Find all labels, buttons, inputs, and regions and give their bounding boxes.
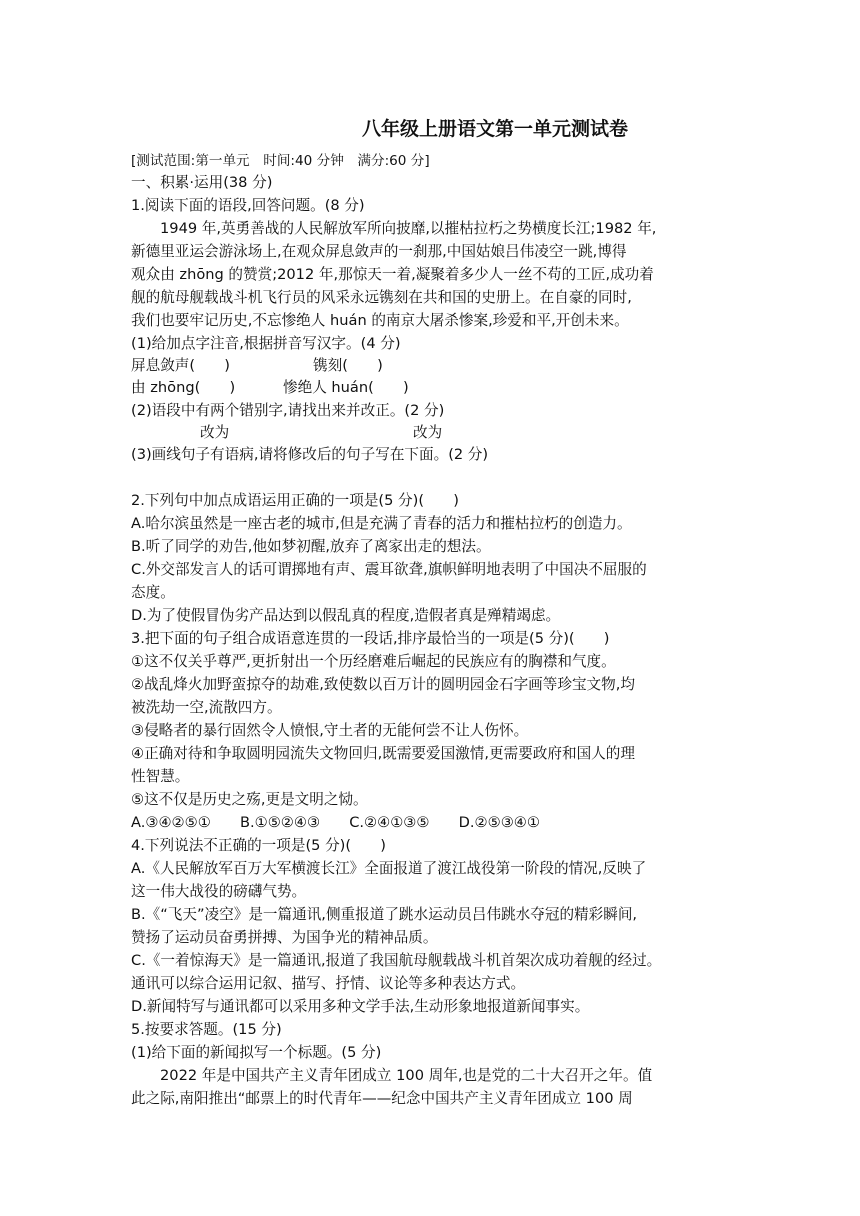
q4-heading: 4.下列说法不正确的一项是(5 分)( )	[131, 837, 386, 854]
q5-sub1: (1)给下面的新闻拟写一个标题。(5 分)	[131, 1044, 382, 1061]
q1-passage-line: 舰的航母舰载战斗机飞行员的风采永远镌刻在共和国的史册上。在自豪的同时,	[131, 289, 632, 306]
test-meta: [测试范围:第一单元 时间:40 分钟 满分:60 分]	[131, 153, 430, 169]
section-heading: 一、积累·运用(38 分)	[131, 174, 273, 191]
q4-option: 赞扬了运动员奋勇拼搏、为国争光的精神品质。	[131, 929, 438, 946]
q1-passage-line: 我们也要牢记历史,不忘惨绝人 huán 的南京大屠杀惨案,珍爱和平,开创未来。	[131, 312, 629, 329]
q2-option: B.听了同学的劝告,他如梦初醒,放弃了离家出走的想法。	[131, 538, 491, 555]
q3-heading: 3.把下面的句子组合成语意连贯的一段话,排序最恰当的一项是(5 分)( )	[131, 630, 610, 647]
q1-correction-label: 改为	[200, 424, 230, 441]
q1-passage-line: 1949 年,英勇善战的人民解放军所向披靡,以摧枯拉朽之势横度长江;1982 年,	[160, 220, 657, 237]
q1-sub2: (2)语段中有两个错别字,请找出来并改正。(2 分)	[131, 402, 445, 419]
q3-options: A.③④②⑤① B.①⑤②④③ C.②④①③⑤ D.②⑤③④①	[131, 814, 540, 831]
q1-heading: 1.阅读下面的语段,回答问题。(8 分)	[131, 197, 365, 214]
page-title: 八年级上册语文第一单元测试卷	[361, 118, 628, 140]
q3-sentence: ③侵略者的暴行固然令人愤恨,守土者的无能何尝不让人伤怀。	[131, 722, 529, 739]
q1-blank-pinyin: 屏息敛声( )	[131, 357, 230, 374]
q1-sub3: (3)画线句子有语病,请将修改后的句子写在下面。(2 分)	[131, 446, 489, 463]
q1-sub1: (1)给加点字注音,根据拼音写汉字。(4 分)	[131, 335, 401, 352]
q1-correction-label: 改为	[413, 424, 443, 441]
q1-passage-line: 新德里亚运会游泳场上,在观众屏息敛声的一刹那,中国姑娘吕伟凌空一跳,博得	[131, 243, 627, 260]
q3-sentence: ④正确对待和争取圆明园流失文物回归,既需要爱国激情,更需要政府和国人的理	[131, 745, 635, 762]
q3-sentence: ①这不仅关乎尊严,更折射出一个历经磨难后崛起的民族应有的胸襟和气度。	[131, 653, 616, 670]
q5-news-line: 2022 年是中国共产主义青年团成立 100 周年,也是党的二十大召开之年。值	[160, 1067, 653, 1084]
q2-option: A.哈尔滨虽然是一座古老的城市,但是充满了青春的活力和摧枯拉朽的创造力。	[131, 515, 632, 532]
q5-news-line: 此之际,南阳推出“邮票上的时代青年——纪念中国共产主义青年团成立 100 周	[131, 1090, 633, 1107]
q4-option: 这一伟大战役的磅礴气势。	[131, 883, 307, 900]
q1-blank-hanzi: 由 zhōng( )	[131, 379, 236, 396]
q2-option: 态度。	[131, 584, 175, 601]
q1-blank-pinyin: 镌刻( )	[313, 357, 383, 374]
q5-heading: 5.按要求答题。(15 分)	[131, 1021, 282, 1038]
q4-option: 通讯可以综合运用记叙、描写、抒情、议论等多种表达方式。	[131, 975, 526, 992]
q4-option: C.《一着惊海天》是一篇通讯,报道了我国航母舰载战斗机首架次成功着舰的经过。	[131, 952, 662, 969]
q4-option: D.新闻特写与通讯都可以采用多种文学手法,生动形象地报道新闻事实。	[131, 998, 590, 1015]
q2-heading: 2.下列句中加点成语运用正确的一项是(5 分)( )	[131, 492, 459, 509]
q4-option: A.《人民解放军百万大军横渡长江》全面报道了渡江战役第一阶段的情况,反映了	[131, 860, 647, 877]
q3-sentence: ⑤这不仅是历史之殇,更是文明之恸。	[131, 791, 368, 808]
q2-option: C.外交部发言人的话可谓掷地有声、震耳欲聋,旗帜鲜明地表明了中国决不屈服的	[131, 561, 647, 578]
q3-sentence: 被洗劫一空,流散四方。	[131, 699, 282, 716]
q1-blank-hanzi: 惨绝人 huán( )	[283, 379, 409, 396]
q3-sentence: 性智慧。	[131, 768, 190, 785]
q1-passage-line: 观众由 zhōng 的赞赏;2012 年,那惊天一着,凝聚着多少人一丝不苟的工匠,成功着	[131, 266, 654, 283]
q2-option: D.为了使假冒伪劣产品达到以假乱真的程度,造假者真是殚精竭虑。	[131, 607, 561, 624]
q3-sentence: ②战乱烽火加野蛮掠夺的劫难,致使数以百万计的圆明园金石字画等珍宝文物,均	[131, 676, 635, 693]
q4-option: B.《“飞天”凌空》是一篇通讯,侧重报道了跳水运动员吕伟跳水夺冠的精彩瞬间,	[131, 906, 638, 923]
